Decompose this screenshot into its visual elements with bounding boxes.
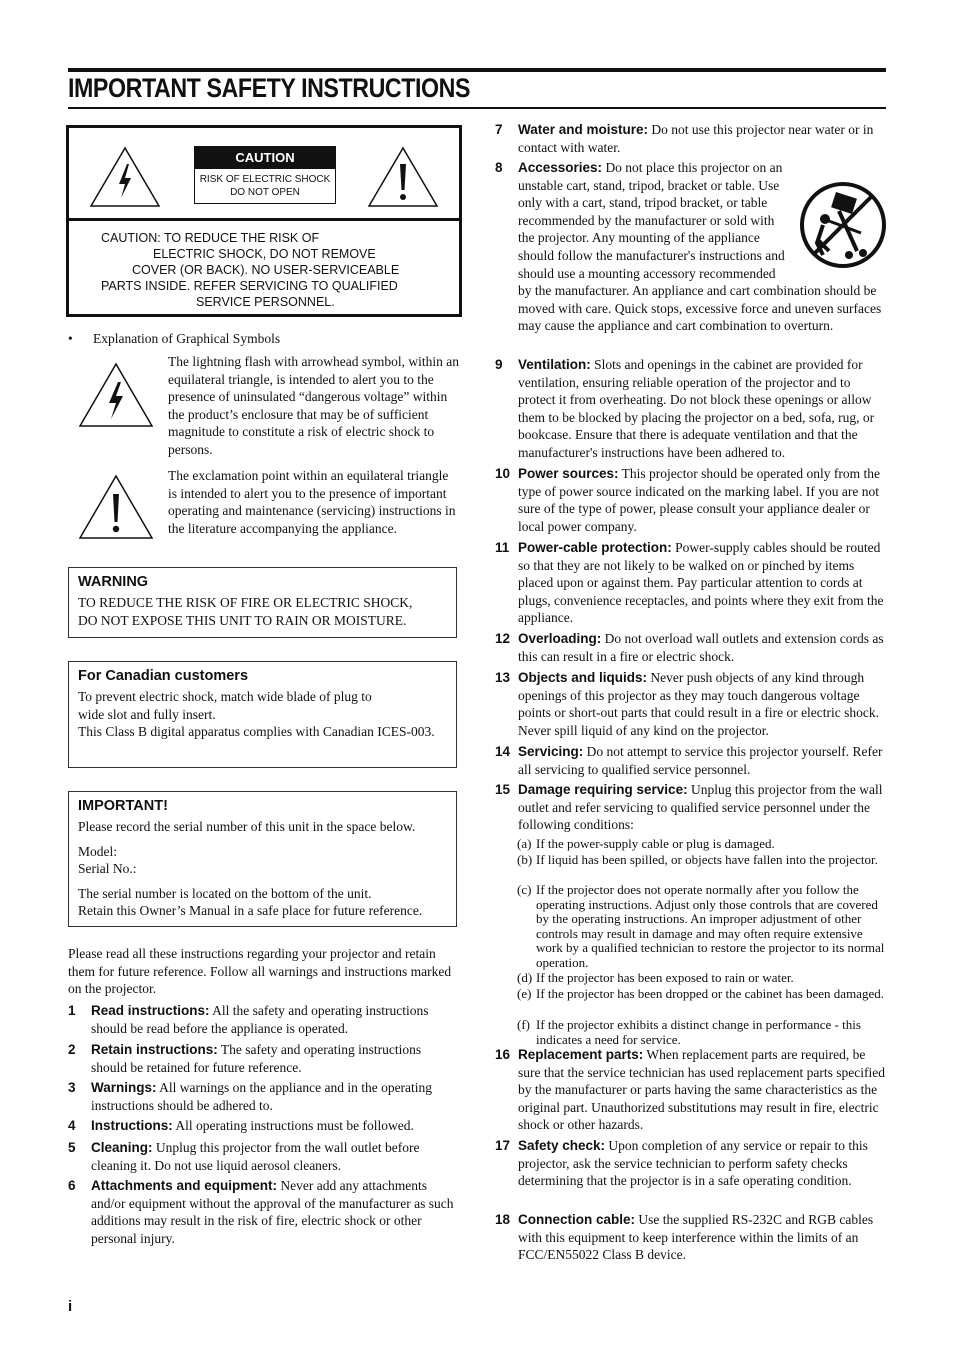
symbols-heading-text: Explanation of Graphical Symbols: [92, 331, 281, 346]
item-number: 9: [495, 357, 503, 372]
condition-label: (b): [517, 852, 533, 867]
list-item: [495, 1137, 887, 1190]
item-number: 4: [68, 1118, 76, 1133]
caution-line: PARTS INSIDE. REFER SERVICING TO QUALIFIED: [101, 279, 398, 293]
item-number: 13: [495, 670, 511, 685]
header-rule-top: [68, 68, 886, 72]
serial-field-label: Serial No.:: [78, 861, 137, 877]
item-text: Never add any attachments and/or equipment without the approval of the manufacturer as such additions may result in the risk of fire, electric shock or other personal injury.: [91, 1178, 454, 1246]
important-line-2: The serial number is located on the bottom of the unit.: [78, 885, 372, 901]
condition-label: (e): [517, 986, 532, 1001]
canadian-box: [68, 661, 457, 768]
condition-text: If the projector has been exposed to rain or water.: [536, 970, 794, 985]
list-item: [495, 1211, 887, 1264]
important-line-3: Retain this Owner’s Manual in a safe place for future reference.: [78, 903, 423, 919]
list-item: [495, 1046, 887, 1134]
item-number: 2: [68, 1042, 76, 1057]
warning-box: [68, 567, 457, 638]
condition-item: [517, 971, 887, 986]
caution-label: [194, 146, 336, 204]
item-number: 16: [495, 1047, 511, 1062]
item-text: This projector should be operated only from the type of power source indicated on the marking label. If you are not sure of the type of power, please consult your appliance dealer or local power company.: [518, 466, 880, 534]
canadian-title: For Canadian customers: [78, 668, 249, 684]
list-item: [495, 781, 887, 834]
item-title: Warnings:: [91, 1080, 157, 1095]
condition-text: If the projector does not operate normally after you follow the operating instructions. Adjust only those controls that are covered by the operating instructions. An improper adjustment of other controls may result in damage and may often require extensive work by a qualified technician to restore the projector to its normal operation.: [536, 882, 885, 970]
condition-text: If the projector exhibits a distinct change in performance - this indicates a need for service.: [536, 1017, 861, 1047]
item-title: Instructions:: [91, 1118, 173, 1133]
caution-line: COVER (OR BACK). NO USER-SERVICEABLE: [132, 263, 400, 277]
item-text: Do not use this projector near water or in contact with water.: [518, 122, 874, 155]
condition-item: [517, 883, 887, 970]
item-title: Power-cable protection:: [518, 540, 672, 555]
item-title: Damage requiring service:: [518, 782, 688, 797]
item-number: 8: [495, 160, 503, 175]
item-text: When replacement parts are required, be sure that the service technician has used replacement parts specified by the manufacturer or parts having the same characteristics as the original part. Unauthorized substitutions may result in fire, electric shock or other hazards.: [518, 1047, 885, 1133]
item-number: 11: [495, 540, 510, 555]
item-title: Safety check:: [518, 1138, 606, 1153]
important-box: [68, 791, 457, 927]
item-title: Power sources:: [518, 466, 619, 481]
item-title: Cleaning:: [91, 1140, 153, 1155]
caution-line: SERVICE PERSONNEL.: [196, 295, 335, 309]
list-item: [495, 743, 887, 778]
item-number: 15: [495, 782, 511, 797]
item-number: 12: [495, 631, 511, 646]
item-text: All the safety and operating instructions should be read before the appliance is operated.: [91, 1003, 429, 1036]
caution-line: CAUTION: TO REDUCE THE RISK OF: [101, 231, 320, 245]
item-number: 7: [495, 122, 503, 137]
condition-text: If the power-supply cable or plug is damaged.: [536, 836, 775, 851]
lightning-symbol-text: The lightning flash with arrowhead symbol, within an equilateral triangle, is intended to alert you to the presence of uninsulated “dangerous voltage” within the product’s enclosure that may be of sufficient magnitude to constitute a risk of electric shock to persons.: [168, 354, 459, 457]
list-item: [495, 539, 887, 627]
list-item: [68, 1002, 458, 1037]
lightning-warning-icon: [89, 146, 161, 208]
caution-sublabel-2: DO NOT OPEN: [230, 187, 300, 198]
page-number: i: [68, 1298, 73, 1315]
item-title: Read instructions:: [91, 1003, 210, 1018]
item-text: All warnings on the appliance and in the operating instructions should be adhered to.: [91, 1080, 433, 1113]
item-title: Servicing:: [518, 744, 584, 759]
condition-item: [517, 853, 887, 868]
item-title: Ventilation:: [518, 357, 591, 372]
item-title: Retain instructions:: [91, 1042, 218, 1057]
intro-paragraph: Please read all these instructions regarding your projector and retain them for future reference. Follow all warnings and instructions marked on the projector.: [68, 946, 452, 997]
warning-line-1: TO REDUCE THE RISK OF FIRE OR ELECTRIC SHOCK,: [78, 595, 413, 610]
item-text: Slots and openings in the cabinet are provided for ventilation, ensuring reliable operation of the projector and to protect it from overheating. Do not block these openings or allow them to be blocked by placing the projector on a bed, sofa, rug, or bookcase. Ensure that there is adequate ventilation and that the manufacturer's instructions have been adhered to.: [518, 357, 875, 460]
list-item: [495, 630, 887, 665]
lightning-symbol-icon: [78, 362, 154, 428]
caution-sublabel-1: RISK OF ELECTRIC SHOCK: [199, 174, 331, 185]
item-title: Replacement parts:: [518, 1047, 644, 1062]
item-text: Unplug this projector from the wall outlet and refer servicing to qualified service personnel under the following conditions:: [518, 782, 883, 833]
warning-line-2: DO NOT EXPOSE THIS UNIT TO RAIN OR MOISTURE.: [78, 612, 407, 628]
item-text: Do not overload wall outlets and extension cords as this can result in a fire or electric shock.: [518, 631, 884, 664]
canadian-line-2: wide slot and fully insert.: [78, 706, 216, 722]
item-text: All operating instructions must be followed.: [172, 1118, 414, 1133]
item-number: 3: [68, 1080, 76, 1095]
important-title: IMPORTANT!: [78, 798, 168, 814]
item-text: Do not attempt to service this projector yourself. Refer all servicing to qualified service personnel.: [518, 744, 883, 777]
item-text: Unplug this projector from the wall outlet before cleaning it. Do not use liquid aerosol cleaners.: [91, 1140, 420, 1173]
item-text: Power-supply cables should be routed so that they are not likely to be walked on or pinched by items placed upon or against them. Pay particular attention to cords at plugs, convenience receptacles, and points where they exit from the appliance.: [518, 540, 884, 626]
caution-box: [66, 125, 462, 317]
canadian-line-3: This Class B digital apparatus complies with Canadian ICES-003.: [78, 724, 435, 740]
caution-divider: [69, 218, 459, 221]
cart-tipover-warning-icon: [799, 181, 887, 271]
item-title: Overloading:: [518, 631, 602, 646]
item-text: Do not place this projector on an unstable cart, stand, tripod, bracket or table. Use only with a cart, stand, tripod bracket, or table recommended by the manufacturer or sold with the projector. Any mounting of the appliance should follow the manufacturer's instructions and should use a mounting accessory recommended by the manufacturer. An appliance and cart combination should be moved with care. Quick stops, excessive force and uneven surfaces may cause the appliance and cart combination to overturn.: [518, 160, 882, 334]
list-item: [68, 1117, 458, 1135]
exclamation-symbol-text: The exclamation point within an equilateral triangle is intended to alert you to the presence of important operating and maintenance (servicing) instructions in the literature accompanying the appliance.: [168, 468, 456, 536]
item-text: Use the supplied RS-232C and RGB cables with this equipment to keep interference within the limits of an FCC/EN55022 Class B device.: [518, 1212, 874, 1263]
list-item: [68, 1139, 458, 1174]
condition-label: (d): [517, 970, 533, 985]
exclamation-warning-icon: [367, 146, 439, 208]
item-text: The safety and operating instructions should be retained for future reference.: [91, 1042, 422, 1075]
canadian-line-1: To prevent electric shock, match wide blade of plug to: [78, 689, 372, 704]
item-text: Upon completion of any service or repair to this projector, ask the service technician to perform safety checks determining that the projector is in a safe operating condition.: [518, 1138, 868, 1189]
condition-text: If liquid has been spilled, or objects have fallen into the projector.: [536, 852, 878, 867]
item-title: Objects and liquids:: [518, 670, 648, 685]
warning-title: WARNING: [78, 574, 149, 590]
header-rule-bottom: [68, 107, 886, 109]
item-title: Attachments and equipment:: [91, 1178, 278, 1193]
list-item: [495, 121, 887, 156]
item-number: 10: [495, 466, 511, 481]
item-title: Water and moisture:: [518, 122, 649, 137]
symbols-heading: • Explanation of Graphical Symbols: [68, 331, 281, 346]
item-text: Never push objects of any kind through openings of this projector as they may touch dangerous voltage points or short-out parts that could result in a fire or electric shock. Never spill liquid of any kind on the projector.: [518, 670, 880, 738]
exclamation-symbol-icon: [78, 474, 154, 540]
list-item: [68, 1177, 458, 1247]
condition-label: (f): [517, 1017, 530, 1032]
caution-text: [69, 230, 459, 310]
item-title: Accessories:: [518, 160, 603, 175]
item-title: Connection cable:: [518, 1212, 636, 1227]
caution-label-heading: CAUTION: [195, 147, 335, 169]
list-item: [495, 159, 887, 335]
condition-item: [517, 987, 887, 1002]
model-field-label: Model:: [78, 843, 117, 859]
important-line-1: Please record the serial number of this unit in the space below.: [78, 819, 416, 834]
condition-item: [517, 837, 887, 852]
page-title: IMPORTANT SAFETY INSTRUCTIONS: [68, 73, 471, 103]
condition-label: (c): [517, 882, 532, 897]
caution-line: ELECTRIC SHOCK, DO NOT REMOVE: [153, 247, 376, 261]
condition-item: [517, 1018, 887, 1047]
item-number: 17: [495, 1138, 511, 1153]
item-number: 6: [68, 1178, 76, 1193]
list-item: [68, 1041, 458, 1076]
list-item: [495, 356, 887, 462]
item-number: 5: [68, 1140, 76, 1155]
list-item: [495, 669, 887, 739]
list-item: [495, 465, 887, 535]
list-item: [68, 1079, 458, 1114]
item-number: 1: [68, 1003, 76, 1018]
condition-text: If the projector has been dropped or the cabinet has been damaged.: [536, 986, 884, 1001]
item-number: 18: [495, 1212, 511, 1227]
condition-label: (a): [517, 836, 532, 851]
item-number: 14: [495, 744, 511, 759]
